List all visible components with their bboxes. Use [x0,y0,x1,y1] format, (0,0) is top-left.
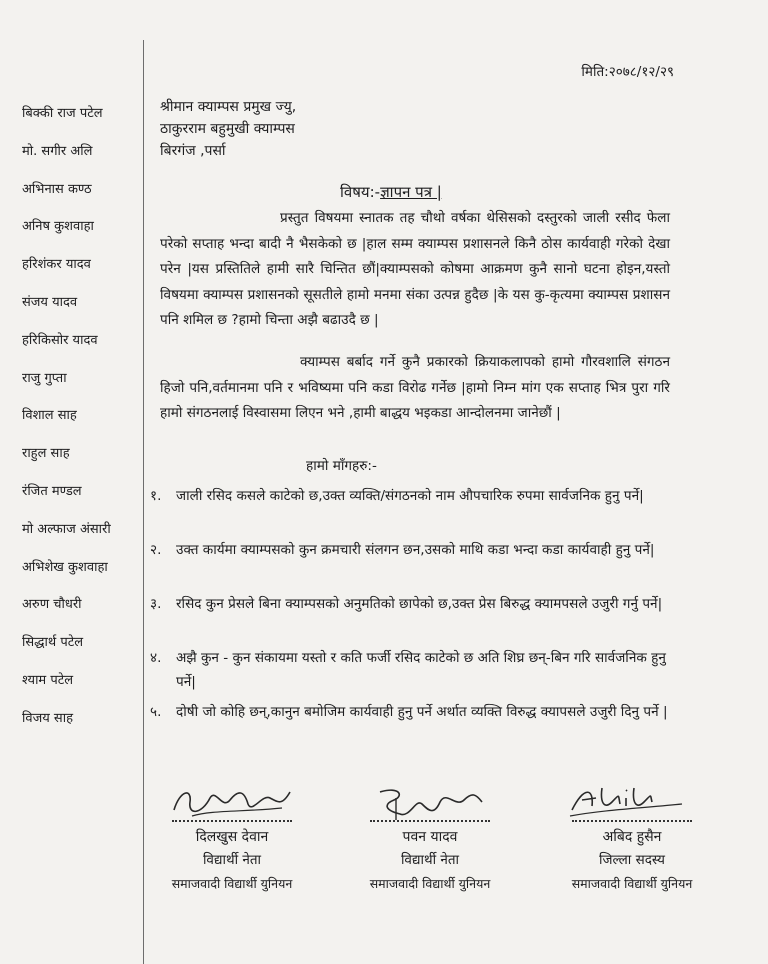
name-entry: राहुल साह [22,446,70,462]
handwritten-signature [162,780,302,822]
name-entry: हरिकिसोर यादव [22,332,98,348]
recipient-address [160,96,296,162]
handwritten-signature [360,780,500,822]
signatory-organization: समाजवादी विद्यार्थी युनियन [369,876,491,891]
demand-item [150,484,680,538]
demand-text: रसिद कुन प्रेसले बिना क्याम्पसको अनुमतिको छापेको छ,उक्त प्रेस बिरुद्ध क्यामपसले उजुरी गर्नु पर्ने| [176,596,663,612]
demand-list [150,484,680,754]
demands-heading: हामो माँगहरु:- [306,458,377,474]
demand-number: १. [150,488,162,504]
demand-item [150,592,680,646]
name-entry: मो अल्फाज अंसारी [22,521,111,537]
name-entry: अरुण चौधरी [22,597,82,613]
signature-block [142,780,322,896]
signature-line [370,820,490,822]
demand-number: ४. [150,650,162,666]
signatory-role: विद्यार्थी नेता [400,852,460,868]
signature-block [542,780,722,896]
demand-text: जाली रसिद कसले काटेको छ,उक्त व्यक्ति/संगठनको नाम औपचारिक रुपमा सार्वजनिक हुनु पर्ने| [176,488,644,504]
handwritten-signature [562,780,702,822]
signatory-role: विद्यार्थी नेता [202,852,262,868]
address-line: ठाकुरराम बहुमुखी क्याम्पस [160,121,295,137]
name-entry: विशाल साह [22,408,77,424]
signatory-role: जिल्ला सदस्य [599,852,665,868]
signatory-organization: समाजवादी विद्यार्थी युनियन [171,876,293,891]
demand-text: अझै कुन - कुन संकायमा यस्तो र कति फर्जी रसिद काटेको छ अति शिघ्र छन्-बिन गरि सार्वजनिक हुनु पर्ने| [176,650,666,690]
demand-number: २. [150,542,162,558]
subject-line [340,182,442,202]
signatory-organization: समाजवादी विद्यार्थी युनियन [571,876,693,891]
signatory-name: अबिद हुसैन [602,829,662,845]
name-entry: श्याम पटेल [22,672,74,688]
subject-label: विषय:- [340,183,381,201]
demand-text: दोषी जो कोहि छन्,कानुन बमोजिम कार्यवाही हुनु पर्ने अर्थात व्यक्ति विरुद्ध क्यापसले उजुरी दिनु पर्ने | [176,704,668,720]
signature-block [340,780,520,896]
name-entry: संजय यादव [22,294,78,310]
signatory-name-list [22,104,140,747]
demand-number: ५. [150,704,162,720]
name-entry: रंजित मण्डल [22,483,82,499]
name-entry: अनिष कुशवाहा [22,219,94,235]
demand-text: उक्त कार्यमा क्याम्पसको कुन क्रमचारी संलगन छन,उसको माथि कडा भन्दा कडा कार्यवाही हुनु पर्ने| [176,542,655,558]
name-entry: हरिशंकर यादव [22,257,91,273]
demand-item [150,700,680,754]
letter-date: मिति:२०७८/१२/२९ [581,64,674,80]
body-paragraph: प्रस्तुत विषयमा स्नातक तह चौथो वर्षका थेसिसको दस्तुरको जाली रसीद फेला परेको सप्ताह भन्दा बादी नै भैसकेको छ |हाल सम्म क्याम्पस प्रशासनले किनै ठोस कार्यवाही गरेको देखा परेन |यस प्रस्तितिले हामी सारै चिन्तित छौं|क्याम्पसको कोषमा आक्रमण कुनै सानो घटना होइन,यस्तो विषयमा क्याम्पस प्रशासनको सूसतीले हामो मनमा संका उत्पन्न हुदैछ |के यस कु-कृत्यमा क्याम्पस प्रशासन पनि शमिल छ ?हामो चिन्ता अझै बढाउदै छ | [160,210,670,328]
signature-line [172,820,292,822]
demand-number: ३. [150,596,162,612]
signatory-name: पवन यादव [402,829,458,845]
signature-line [572,820,692,822]
name-entry: बिक्की राज पटेल [22,106,103,121]
name-entry: सिद्धार्थ पटेल [22,635,84,651]
name-entry: अभिनास कण्ठ [22,181,92,197]
name-entry: राजु गुप्ता [22,370,67,386]
signatory-name: दिलखुस देवान [195,829,269,845]
subject-text: ज्ञापन पत्र | [380,183,442,201]
address-line: बिरगंज ,पर्सा [160,143,226,159]
name-entry: मो. सगीर अलि [22,143,93,159]
body-paragraph: क्याम्पस बर्बाद गर्ने कुनै प्रकारको क्रियाकलापको हामो गौरवशालि संगठन हिजो पनि,वर्तमानमा पनि र भविष्यमा पनि कडा विरोढ गर्नेछ |हामो निम्न मांग एक सप्ताह भित्र पुरा गरि हामो संगठनलाई विस्वासमा लिएन भने ,हामी बाद्धय भइकडा आन्दोलनमा जानेछौं | [160,354,670,421]
address-line: श्रीमान क्याम्पस प्रमुख ज्यु, [160,99,297,115]
name-entry: विजय साह [22,710,73,726]
demand-item [150,646,680,700]
name-entry: अभिशेख कुशवाहा [22,559,108,575]
demand-item [150,538,680,592]
